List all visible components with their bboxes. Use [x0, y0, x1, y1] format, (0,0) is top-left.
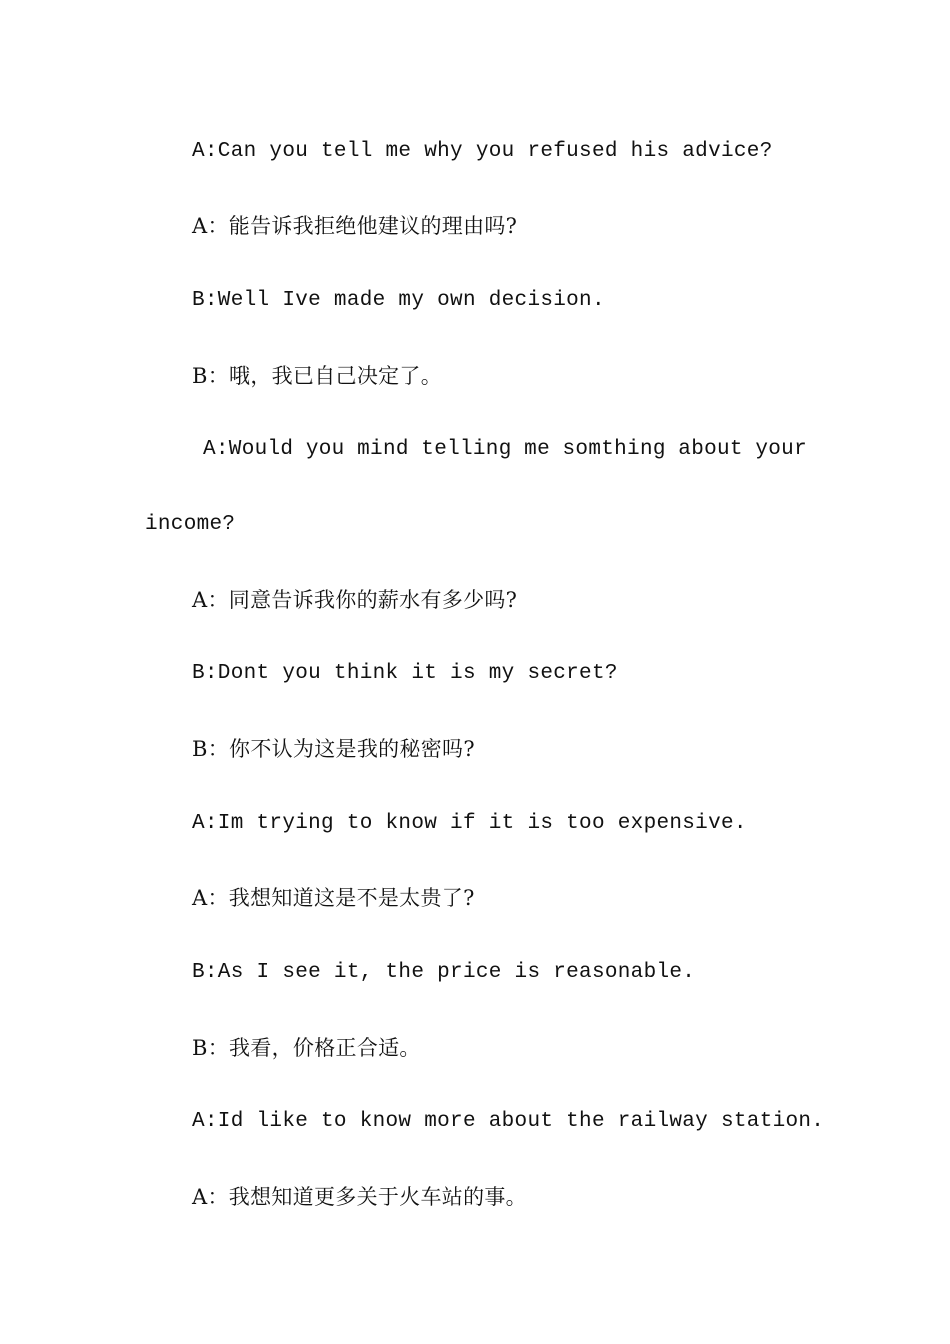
dialogue-line-zh: A：我想知道更多关于火车站的事。 — [192, 1185, 527, 1209]
dialogue-line-zh: A：同意告诉我你的薪水有多少吗? — [192, 588, 518, 612]
dialogue-line-en: A:Can you tell me why you refused his advice? — [192, 140, 773, 163]
dialogue-line-en-continuation: income? — [145, 513, 236, 536]
word: you — [305, 438, 345, 461]
dialogue-line-zh: B：哦，我已自己决定了。 — [192, 364, 443, 388]
dialogue-line-zh: B：你不认为这是我的秘密吗? — [192, 737, 475, 761]
dialogue-line-en: A:Id like to know more about the railway station. — [192, 1110, 825, 1133]
word: A:Would — [203, 438, 294, 461]
word: your — [755, 438, 807, 461]
word: about — [678, 438, 743, 461]
word: somthing — [562, 438, 666, 461]
dialogue-line-zh: B：我看，价格正合适。 — [192, 1036, 421, 1060]
dialogue-line-en: B:Dont you think it is my secret? — [192, 662, 618, 685]
dialogue-line-en: B:As I see it, the price is reasonable. — [192, 961, 696, 984]
word: telling — [421, 438, 512, 461]
dialogue-line-en-justified — [203, 436, 807, 464]
word: me — [524, 438, 550, 461]
word: mind — [357, 438, 409, 461]
dialogue-line-en: B:Well Ive made my own decision. — [192, 289, 605, 312]
dialogue-line-zh: A：能告诉我拒绝他建议的理由吗? — [192, 214, 518, 238]
dialogue-line-zh: A：我想知道这是不是太贵了? — [192, 886, 475, 910]
dialogue-line-en: A:Im trying to know if it is too expensive. — [192, 812, 747, 835]
